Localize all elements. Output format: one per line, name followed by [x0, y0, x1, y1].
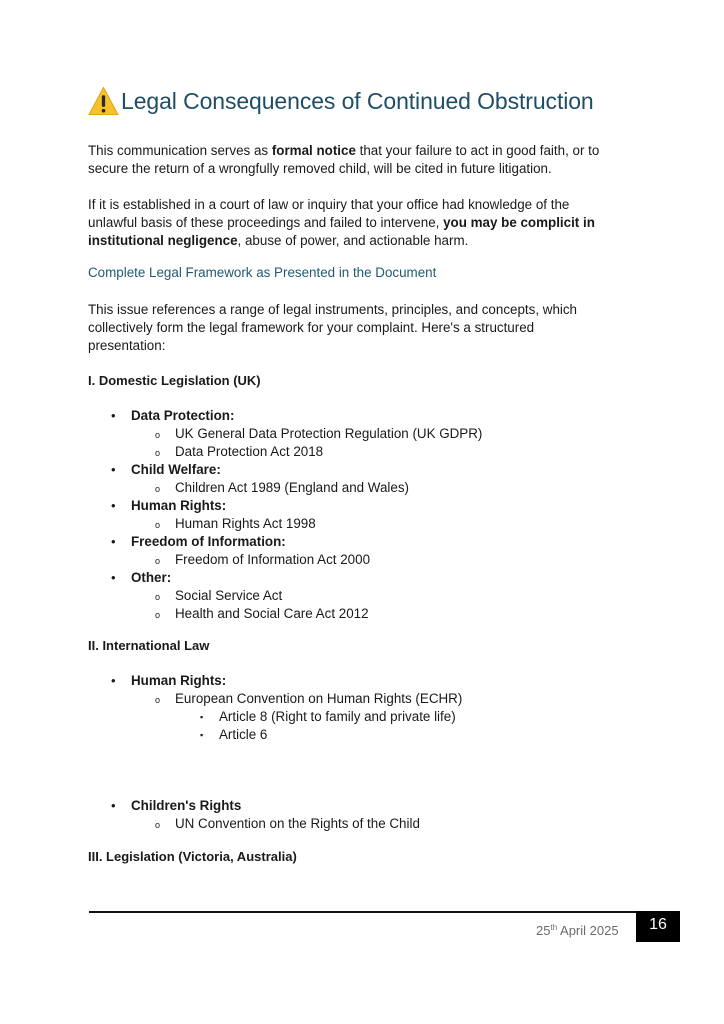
- bold-text: you may be complicit in: [443, 215, 595, 230]
- paragraph-framework-intro: [88, 301, 648, 355]
- list-text: Health and Social Care Act 2012: [175, 606, 369, 621]
- list-text: Data Protection Act 2018: [175, 444, 324, 459]
- list-item: [0, 443, 724, 461]
- date-rest: April 2025: [557, 923, 619, 938]
- paragraph-formal-notice: [88, 142, 648, 178]
- list-item: [0, 479, 724, 497]
- subheading: Complete Legal Framework as Presented in the Document: [88, 265, 437, 280]
- text: If it is established in a court of law or inquiry that your office had knowledge of the: [88, 197, 570, 212]
- bullet-icon: •: [111, 798, 116, 813]
- list-text: Freedom of Information Act 2000: [175, 552, 371, 567]
- list-item: [0, 569, 724, 587]
- list-text: Article 8 (Right to family and private life): [219, 709, 456, 724]
- list-text: Children Act 1989 (England and Wales): [175, 480, 409, 495]
- list-item: [0, 425, 724, 443]
- page-heading: [88, 86, 594, 116]
- list-label: Freedom of Information:: [131, 534, 286, 549]
- list-text: UN Convention on the Rights of the Child: [175, 816, 420, 831]
- text: secure the return of a wrongfully removed child, will be cited in future litigation.: [88, 161, 552, 176]
- text: This communication serves as: [88, 143, 272, 158]
- paragraph-complicity: [88, 196, 648, 250]
- list-item: [0, 587, 724, 605]
- bullet-icon: •: [111, 408, 116, 423]
- list-item: [0, 726, 724, 744]
- list-item: [0, 461, 724, 479]
- childrens-rights-list: [0, 797, 724, 833]
- square-bullet-icon: ▪: [200, 730, 204, 740]
- circle-bullet-icon: o: [155, 556, 161, 566]
- list-label: Human Rights:: [131, 498, 227, 513]
- list-text: Human Rights Act 1998: [175, 516, 316, 531]
- list-label: Human Rights:: [131, 673, 227, 688]
- text: unlawful basis of these proceedings and failed to intervene,: [88, 215, 444, 230]
- date-suffix: th: [550, 923, 558, 932]
- footer-date: [536, 923, 619, 938]
- circle-bullet-icon: o: [155, 820, 161, 830]
- bullet-icon: •: [111, 570, 116, 585]
- domestic-legislation-list: [0, 407, 724, 623]
- text: , abuse of power, and actionable harm.: [237, 233, 469, 248]
- list-item: [0, 407, 724, 425]
- international-law-list: [0, 672, 724, 744]
- list-item: [0, 605, 724, 623]
- page-number: 16: [636, 911, 680, 942]
- circle-bullet-icon: o: [155, 448, 161, 458]
- list-text: Social Service Act: [175, 588, 283, 603]
- list-item: [0, 497, 724, 515]
- circle-bullet-icon: o: [155, 610, 161, 620]
- list-label: Child Welfare:: [131, 462, 221, 477]
- text: presentation:: [88, 338, 166, 353]
- bullet-icon: •: [111, 534, 116, 549]
- list-text: UK General Data Protection Regulation (UK GDPR): [175, 426, 483, 441]
- list-item: [0, 815, 724, 833]
- circle-bullet-icon: o: [155, 484, 161, 494]
- list-text: Article 6: [219, 727, 268, 742]
- warning-icon: [88, 86, 119, 116]
- square-bullet-icon: ▪: [200, 712, 204, 722]
- list-item: [0, 533, 724, 551]
- circle-bullet-icon: o: [155, 592, 161, 602]
- section-heading-international: II. International Law: [88, 638, 210, 653]
- section-heading-domestic: I. Domestic Legislation (UK): [88, 373, 261, 388]
- bullet-icon: •: [111, 462, 116, 477]
- circle-bullet-icon: o: [155, 430, 161, 440]
- list-item: [0, 672, 724, 690]
- date-day: 25: [536, 923, 551, 938]
- section-heading-victoria: III. Legislation (Victoria, Australia): [88, 849, 297, 864]
- text: that your failure to act in good faith, or to: [355, 143, 600, 158]
- bold-text: formal notice: [271, 143, 356, 158]
- bullet-icon: •: [111, 498, 116, 513]
- text: This issue references a range of legal instruments, principles, and concepts, which: [88, 302, 578, 317]
- list-label: Other:: [131, 570, 172, 585]
- page-title: Legal Consequences of Continued Obstruction: [121, 88, 594, 114]
- list-item: [0, 708, 724, 726]
- list-label: Data Protection:: [131, 408, 235, 423]
- bold-text: institutional negligence: [88, 233, 238, 248]
- list-label: Children's Rights: [131, 798, 242, 813]
- list-item: [0, 515, 724, 533]
- bullet-icon: •: [111, 673, 116, 688]
- list-item: [0, 690, 724, 708]
- list-item: [0, 797, 724, 815]
- list-text: European Convention on Human Rights (ECHR): [175, 691, 463, 706]
- circle-bullet-icon: o: [155, 695, 161, 705]
- text: collectively form the legal framework for your complaint. Here's a structured: [88, 320, 535, 335]
- list-item: [0, 551, 724, 569]
- footer-divider: [89, 911, 636, 913]
- circle-bullet-icon: o: [155, 520, 161, 530]
